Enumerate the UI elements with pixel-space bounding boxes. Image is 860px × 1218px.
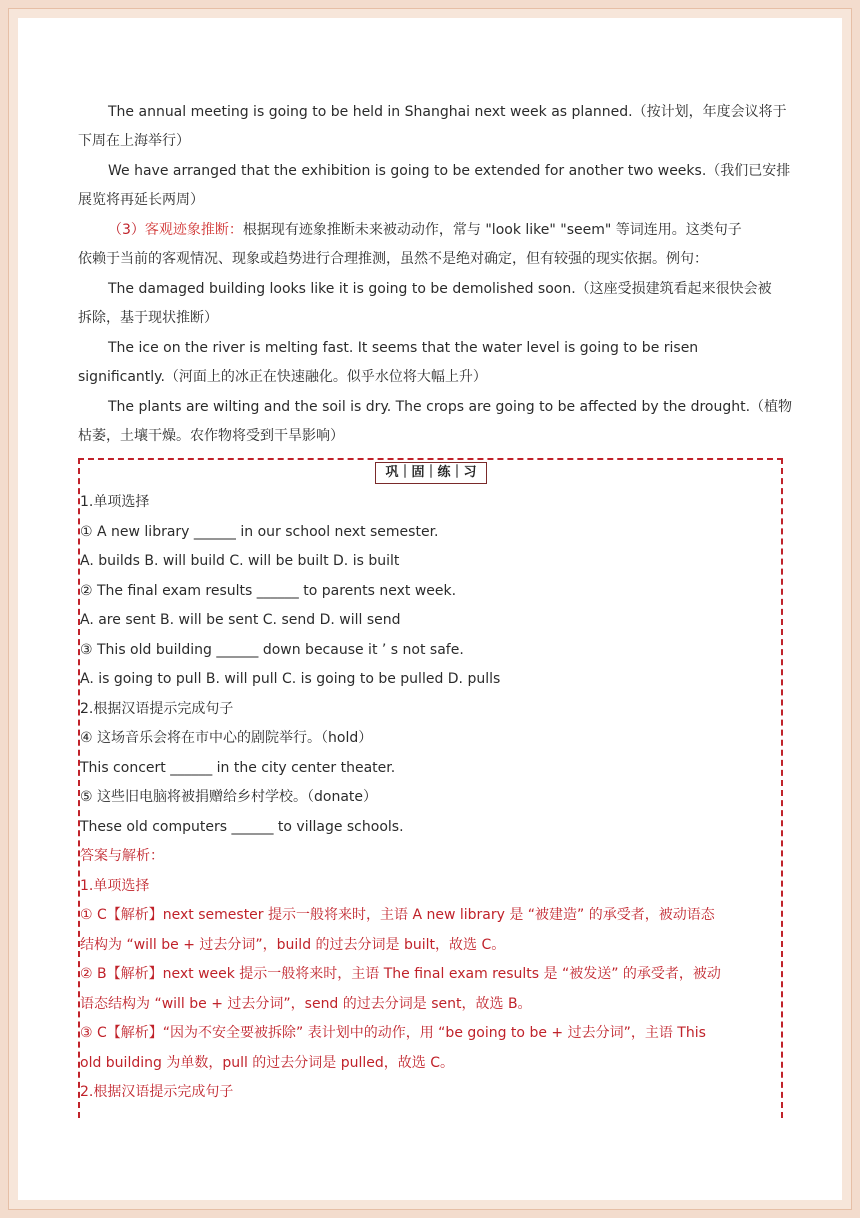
answers-section-heading: 2.根据汉语提示完成句子 [80,1084,234,1100]
paragraph-line: 拆除，基于现状推断） [78,310,218,326]
paragraph-line: The ice on the river is melting fast. It seems that the water level is going to be risen [108,340,699,356]
exercise-section-heading: 2.根据汉语提示完成句子 [80,701,234,717]
question-line: ② The final exam results ______ to parents next week. [80,583,457,599]
answers-heading: 答案与解析： [80,848,164,864]
paragraph-line: 下周在上海举行） [78,133,190,149]
answer-line: old building 为单数，pull 的过去分词是 pulled，故选 C。 [80,1055,455,1071]
paragraph-line: The annual meeting is going to be held in Shanghai next week as planned.（按计划，年度会议将于 [108,104,787,120]
exercise-section-heading: 1.单项选择 [80,494,150,510]
section-text: 根据现有迹象推断未来被动动作，常与 "look like" "seem" 等词连用。这类句子 [242,222,742,238]
options-line: A. is going to pull B. will pull C. is going to be pulled D. pulls [80,671,501,687]
paragraph-line: 枯萎，土壤干燥。农作物将受到干旱影响） [78,428,344,444]
answer-line: 结构为 “will be + 过去分词”，build 的过去分词是 built，故选 C。 [80,937,506,953]
paragraph-line: significantly.（河面上的冰正在快速融化。似乎水位将大幅上升） [78,369,487,385]
blank-line: These old computers ______ to village schools. [80,819,404,835]
exercise-box [78,458,783,1118]
question-line: ⑤ 这些旧电脑将被捐赠给乡村学校。（donate） [80,789,378,805]
exercise-title: 巩｜固｜练｜习 [375,462,487,484]
paragraph-line: 依赖于当前的客观情况、现象或趋势进行合理推测，虽然不是绝对确定，但有较强的现实依据。例句： [78,251,708,267]
question-line: ④ 这场音乐会将在市中心的剧院举行。（hold） [80,730,373,746]
answer-line: ③ C【解析】“因为不安全要被拆除” 表计划中的动作，用 “be going to be + 过去分词”，主语 This [80,1025,706,1041]
paragraph-line: 展览将再延长两周） [78,192,204,208]
paragraph-line [108,218,784,242]
paragraph-line: The damaged building looks like it is going to be demolished soon.（这座受损建筑看起来很快会被 [108,281,772,297]
options-line: A. are sent B. will be sent C. send D. will send [80,612,401,628]
answer-line: ① C【解析】next semester 提示一般将来时，主语 A new library 是 “被建造” 的承受者，被动语态 [80,907,715,923]
answer-line: 语态结构为 “will be + 过去分词”，send 的过去分词是 sent，故选 B。 [80,996,532,1012]
blank-line: This concert ______ in the city center theater. [80,760,396,776]
question-line: ① A new library ______ in our school next semester. [80,524,439,540]
answer-line: ② B【解析】next week 提示一般将来时，主语 The final exam results 是 “被发送” 的承受者，被动 [80,966,721,982]
paragraph-line: We have arranged that the exhibition is going to be extended for another two weeks.（我们已安排 [108,163,791,179]
section-number: （3） [108,222,145,238]
options-line: A. builds B. will build C. will be built D. is built [80,553,400,569]
paragraph-line: The plants are wilting and the soil is dry. The crops are going to be affected by the drought.（植物 [108,399,793,415]
section-heading: 客观迹象推断： [144,222,243,238]
answers-section-heading: 1.单项选择 [80,878,150,894]
question-line: ③ This old building ______ down because it ’ s not safe. [80,642,464,658]
